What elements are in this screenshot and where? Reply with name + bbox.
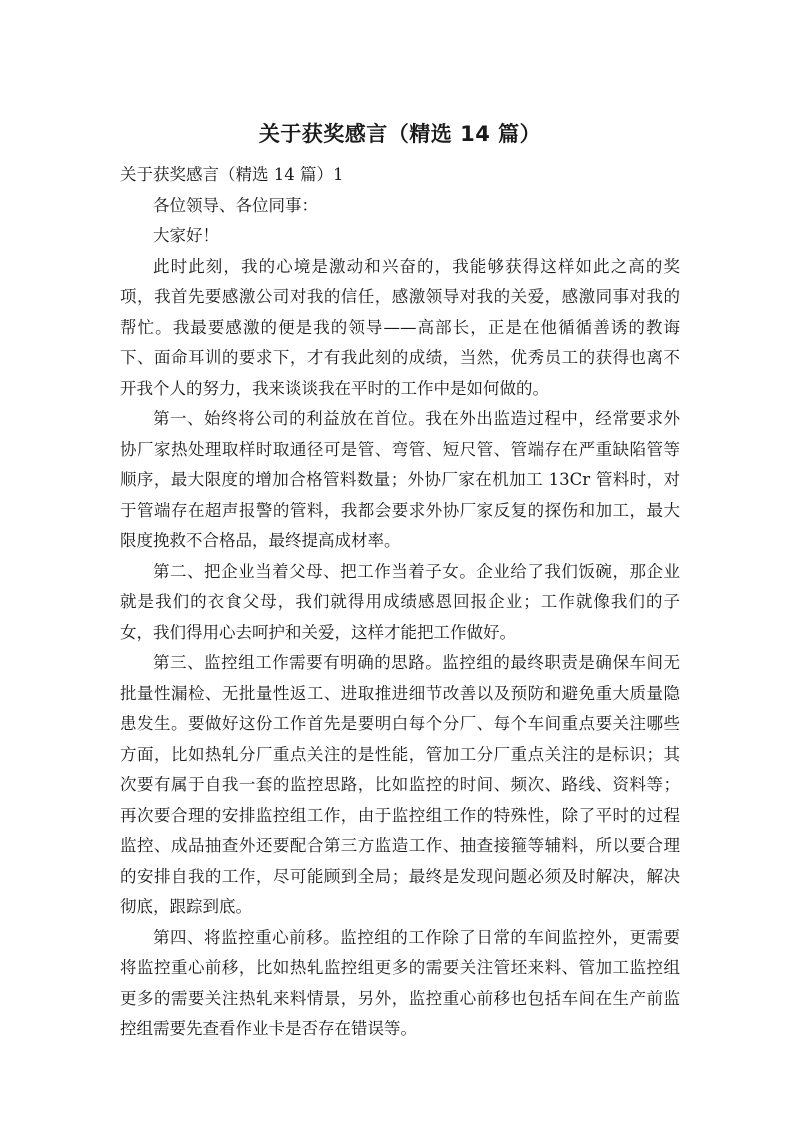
body-paragraph-intro: 此时此刻，我的心境是激动和兴奋的，我能够获得这样如此之高的奖项，我首先要感激公司对我的信任，感激领导对我的关爱，感激同事对我的帮忙。我最要感激的便是我的领导——高部长，正是在他循循善诱的教诲下、面命耳训的要求下，才有我此刻的成绩，当然，优秀员工的获得也离不开我个人的努力，我来谈谈我在平时的工作中是如何做的。 (120, 256, 680, 398)
body-paragraph-second: 第二、把企业当着父母、把工作当着子女。企业给了我们饭碗，那企业就是我们的衣食父母，我们就得用成绩感恩回报企业；工作就像我们的子女，我们得用心去呵护和关爱，这样才能把工作做好。 (120, 561, 680, 642)
section-heading: 关于获奖感言（精选 14 篇）1 (120, 165, 344, 184)
greeting: 大家好！ (153, 226, 219, 245)
body-paragraph-third: 第三、监控组工作需要有明确的思路。监控组的最终职责是确保车间无批量性漏检、无批量性返工、进取推进细节改善以及预防和避免重大质量隐患发生。要做好这份工作首先是要明白每个分厂、每个车间重点要关注哪些方面，比如热轧分厂重点关注的是性能，管加工分厂重点关注的是标识；其次要有属于自我一套的监控思路，比如监控的时间、频次、路线、资料等；再次要合理的安排监控组工作，由于监控组工作的特殊性，除了平时的过程监控、成品抽查外还要配合第三方监造工作、抽查接箍等辅料，所以要合理的安排自我的工作，尽可能顾到全局；最终是发现问题必须及时解决，解决彻底，跟踪到底。 (120, 653, 680, 916)
salutation: 各位领导、各位同事： (153, 195, 318, 215)
body-paragraph-fourth: 第四、将监控重心前移。监控组的工作除了日常的车间监控外，更需要将监控重心前移，比如热轧监控组更多的需要关注管坯来料、管加工监控组更多的需要关注热轧来料情景，另外，监控重心前移也包括车间在生产前监控组需要先查看作业卡是否存在错误等。 (120, 927, 680, 1038)
document-body (120, 160, 680, 1045)
document-title: 关于获奖感言（精选 14 篇） (258, 122, 542, 146)
body-paragraph-first: 第一、始终将公司的利益放在首位。我在外出监造过程中，经常要求外协厂家热处理取样时取通径可是管、弯管、短尺管、管端存在严重缺陷管等顺序，最大限度的增加合格管料数量；外协厂家在机加工 13Cr 管料时，对于管端存在超声报警的管料，我都会要求外协厂家反复的探伤和加工，最大限度挽救不合格品，最终提高成材率。 (120, 409, 680, 550)
